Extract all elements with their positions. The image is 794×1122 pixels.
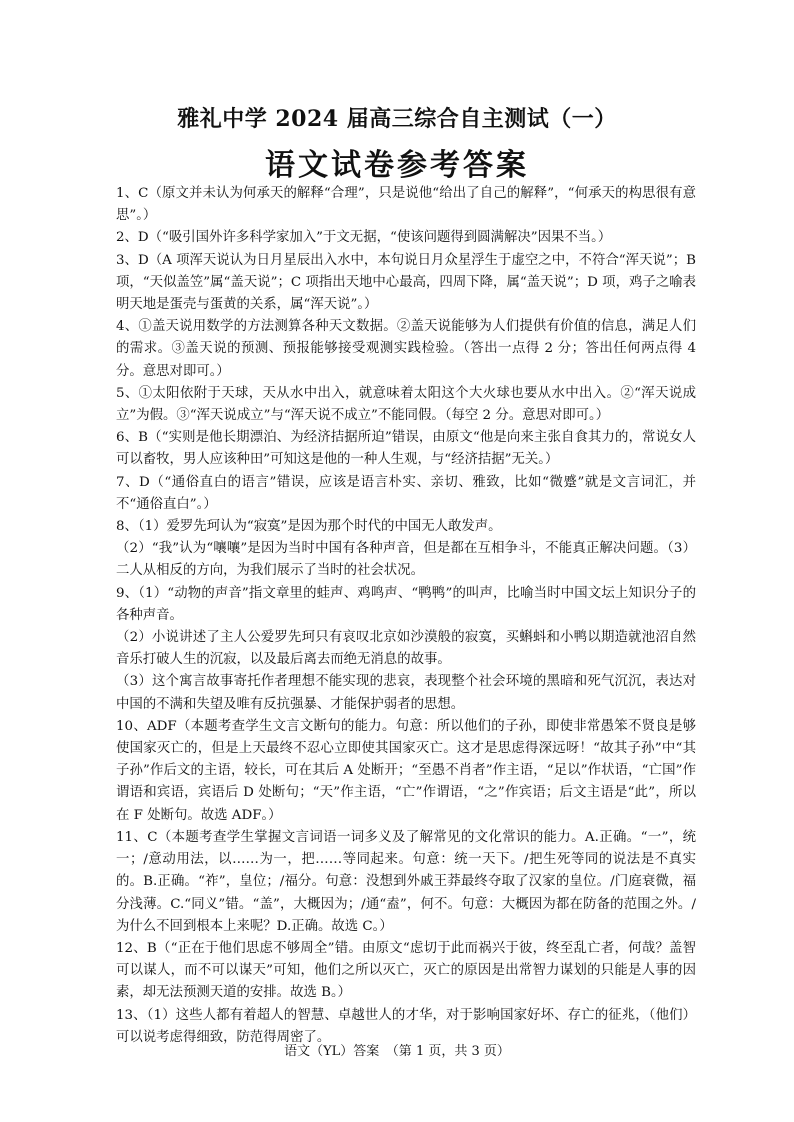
answer-item: 5、①太阳依附于天球，天从水中出入，就意味着太阳这个大火球也要从水中出入。②“浑天说成立”为假。③“浑天说成立”与“浑天说不成立”不能同假。（每空 2 分。意思对即可。） <box>116 385 696 424</box>
answers-body <box>116 183 696 1049</box>
answer-item: 2、D（“吸引国外许多科学家加入”于文无据，“使该问题得到圆满解决”因果不当。） <box>116 230 612 246</box>
answer-item: 12、B（“正在于他们思虑不够周全”错。由原文“虑切于此而祸兴于彼，终至乱亡者，何哉？盖智可以谋人，而不可以谋天”可知，他们之所以灭亡，灭亡的原因是出常智力谋划的只能是人事的因素，却无法预测天道的安排。故选 B。） <box>116 940 696 1001</box>
exam-title: 雅礼中学 2024 届高三综合自主测试（一） <box>177 106 617 132</box>
answer-item: 10、ADF（本题考查学生文言文断句的能力。句意：所以他们的子孙，即使非常愚笨不贤良是够使国家灭亡的，但是上天最终不忍心立即使其国家灭亡。这才是思虑得深远呀！“故其子孙”中“其子孙”作后文的主语，较长，可在其后 A 处断开；“至愚不肖者”作主语，“足以”作状语，“亡国”作谓语和宾语，宾语后 D 处断句；“天”作主语，“亡”作谓语，“之”作宾语；后文主语是“此”，所以在 F 处断句。故选 ADF。） <box>116 718 696 823</box>
answer-item: 3、D（A 项浑天说认为日月星辰出入水中，本句说日月众星浮生于虚空之中，不符合“浑天说”；B 项，“天似盖笠”属“盖天说”；C 项指出天地中心最高，四周下降，属“盖天说”；D 项，鸡子之喻表明天地是蛋壳与蛋黄的关系，属“浑天说”。） <box>116 252 696 313</box>
document-title: 语文试卷参考答案 <box>265 148 529 183</box>
answer-item: 6、B（“实则是他长期漂泊、为经济拮据所迫”错误，由原文“他是向来主张自食其力的，常说女人可以畜牧，男人应该种田”可知这是他的一种人生观，与“经济拮据”无关。） <box>116 430 696 468</box>
page-footer: 语文（YL）答案 （第 1 页，共 3 页） <box>284 1044 510 1059</box>
answer-item: （2）小说讲述了主人公爱罗先珂只有哀叹北京如沙漠般的寂寞，买蝌蚪和小鸭以期造就池沼自然音乐打破人生的沉寂，以及最后离去而绝无消息的故事。 <box>116 630 696 668</box>
answer-item: 11、C（本题考查学生掌握文言词语一词多义及了解常见的文化常识的能力。A.正确。“一”，统一；/意动用法，以……为一，把……等同起来。句意：统一天下。/把生死等同的说法是不真实的。B.正确。“祚”，皇位；/福分。句意：没想到外戚王莽最终夺取了汉家的皇位。/门庭衰微，福分浅薄。C.“同义”错。“盖”，大概因为；/通“盍”，何不。句意：大概因为都在防备的范围之外。/为什么不回到根本上来呢？D.正确。故选 C。） <box>116 829 696 934</box>
answer-item: 7、D（“通俗直白的语言”错误，应该是语言朴实、亲切、雅致，比如“微蹙”就是文言词汇，并不“通俗直白”。） <box>116 474 696 512</box>
answer-item: （2）“我”认为“嚷嚷”是因为当时中国有各种声音，但是都在互相争斗，不能真正解决问题。（3）二人从相反的方向，为我们展示了当时的社会状况。 <box>116 541 696 579</box>
answer-item: 1、C（原文并未认为何承天的解释“合理”，只是说他“给出了自己的解释”，“何承天的构思很有意思”。） <box>116 186 696 224</box>
answer-item: 8、（1）爱罗先珂认为“寂寞”是因为那个时代的中国无人敢发声。 <box>116 519 502 535</box>
answer-item: （3）这个寓言故事寄托作者理想不能实现的悲哀，表现整个社会环境的黑暗和死气沉沉，表达对中国的不满和失望及唯有反抗强暴、才能保护弱者的思想。 <box>116 674 696 712</box>
answer-item: 4、①盖天说用数学的方法测算各种天文数据。②盖天说能够为人们提供有价值的信息，满足人们的需求。③盖天说的预测、预报能够接受观测实践检验。（答出一点得 2 分；答出任何两点得 4 分。意思对即可。） <box>116 319 696 379</box>
answer-item: 13、（1）这些人都有着超人的智慧、卓越世人的才华，对于影响国家好坏、存亡的征兆，（他们）可以说考虑得细致，防范得周密了。 <box>116 1007 696 1045</box>
answer-item: 9、（1）“动物的声音”指文章里的蛙声、鸡鸣声、“鸭鸭”的叫声，比喻当时中国文坛上知识分子的各种声音。 <box>116 585 696 623</box>
